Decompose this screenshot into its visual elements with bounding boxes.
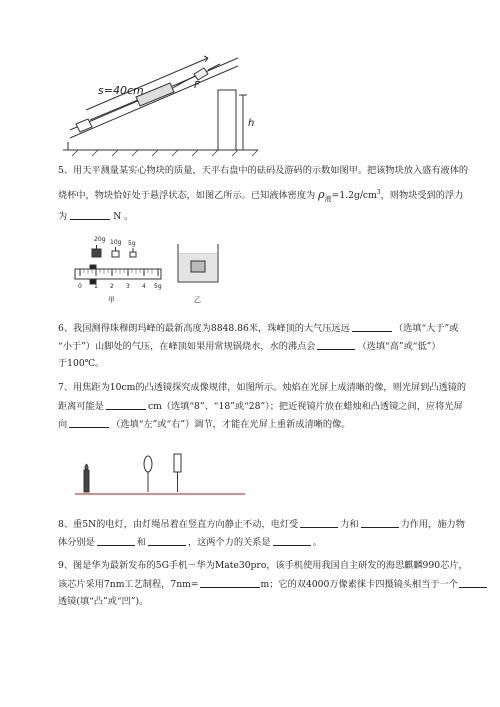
scale-0: 0 <box>78 283 82 290</box>
rho-symbol: ρ <box>318 188 325 202</box>
density-value: =1.2g/cm <box>331 190 377 202</box>
q8-blank-4[interactable] <box>148 536 186 546</box>
q8-line2-end: 。 <box>312 537 322 548</box>
q5-line3-end: N 。 <box>113 211 134 222</box>
q8-line1-text: 8、重5N的电灯，由灯绳吊着在竖直方向静止不动，电灯受 <box>58 519 299 530</box>
q5-line3-start: 为 <box>58 211 68 222</box>
q8-blank-1[interactable] <box>300 518 338 528</box>
weight-label-5g: 5g <box>128 240 136 247</box>
q7-blank-1[interactable] <box>106 400 146 410</box>
q7-line2-end: cm（选填“8”、“18”或“28”）；把近视镜片放在蜡烛和凸透镜之间，应将光屏 <box>147 401 463 412</box>
q9-blank-2[interactable] <box>459 578 487 588</box>
q8-line2 <box>58 536 470 549</box>
incline-figure <box>58 50 268 162</box>
q9-line1: 9、图是华为最新发布的5G手机－华为Mate30pro，该手机使用我国自主研发的海思麒麟990芯片， <box>58 560 468 571</box>
q8-blank-2[interactable] <box>361 518 399 528</box>
q8-line2-and: 和 <box>136 537 146 548</box>
q9-line2 <box>58 578 470 591</box>
q7-line2-text: 距离可能是 <box>58 401 104 412</box>
q6-line3: 于100℃。 <box>58 358 105 369</box>
s-label: s=40cm <box>98 84 144 97</box>
f-label: F <box>194 80 200 91</box>
rho-subscript: 液 <box>324 194 332 203</box>
scale-4: 4 <box>142 283 146 290</box>
scale-5g: 5g <box>154 283 162 290</box>
q5-line2 <box>58 187 470 205</box>
q5-line1: 5、用天平测量某实心物块的质量，天平右盘中的砝码及游码的示数如图甲。把该物块放入盛有液体的 <box>58 165 469 176</box>
weight-label-20g: 20g <box>94 236 106 243</box>
q9-line2-text: 该芯片采用7nm工艺制程，7nm= <box>58 579 199 590</box>
q5-line2-end: ，则物块受到的浮力 <box>380 190 464 202</box>
q5-line3 <box>58 210 470 223</box>
density-unit-exp: 3 <box>376 189 381 196</box>
q8-line2-text: 体分别是 <box>58 537 95 548</box>
q9-line3: 透镜(填“凸”或“凹”)。 <box>58 596 149 607</box>
optical-bench-figure <box>70 452 250 504</box>
weight-label-10g: 10g <box>110 239 122 246</box>
q7-line3-end: （选填“左”或“右”）调节，才能在光屏上重新成清晰的像。 <box>111 419 351 430</box>
q6-blank-1[interactable] <box>352 322 392 332</box>
caption-jia: 甲 <box>108 296 115 304</box>
q6-line1-end: （选填“大于”或 <box>393 323 459 334</box>
q8-line2-mid: ，这两个力的关系是 <box>187 537 271 548</box>
q9-line2-end: m；它的双4000万像素徕卡四摄镜头相当于一个 <box>260 579 458 590</box>
scale-3: 3 <box>126 283 130 290</box>
q9-blank-1[interactable] <box>200 578 260 588</box>
q6-line1 <box>58 322 470 335</box>
caption-yi: 乙 <box>194 296 201 304</box>
q7-line3-text: 向 <box>58 419 68 430</box>
q8-line1-end: 力作用，施力物 <box>400 519 465 530</box>
q8-blank-5[interactable] <box>273 536 311 546</box>
h-label: h <box>248 118 255 129</box>
q8-line1-mid: 力和 <box>340 519 359 530</box>
q8-line1 <box>58 518 470 531</box>
q6-blank-2[interactable] <box>317 340 355 350</box>
scale-2: 2 <box>110 283 114 290</box>
scale-1: 1 <box>94 283 98 290</box>
q6-line2 <box>58 340 470 353</box>
balance-figure <box>70 232 230 308</box>
q7-line3 <box>58 418 470 431</box>
q7-line2 <box>58 400 470 413</box>
q5-blank[interactable] <box>70 210 110 220</box>
q7-blank-2[interactable] <box>69 418 109 428</box>
q7-line1: 7、用焦距为10cm的凸透镜探究成像规律，如图所示。烛焰在光屏上成清晰的像，则光屏到凸透镜的 <box>58 382 467 393</box>
q6-line1-text: 6、我国测得珠穆朗玛峰的最新高度为8848.86米，珠峰顶的大气压远远 <box>58 323 350 334</box>
q6-line2-text: “小于”）山脚处的气压，在峰顶如果用常规锅烧水，水的沸点会 <box>58 341 316 352</box>
q5-line2-text: 烧杯中，物块恰好处于悬浮状态，如图乙所示。已知液体密度为 <box>58 190 319 202</box>
q6-line2-end: （选填“高”或“低”） <box>357 341 441 352</box>
q8-blank-3[interactable] <box>97 536 135 546</box>
